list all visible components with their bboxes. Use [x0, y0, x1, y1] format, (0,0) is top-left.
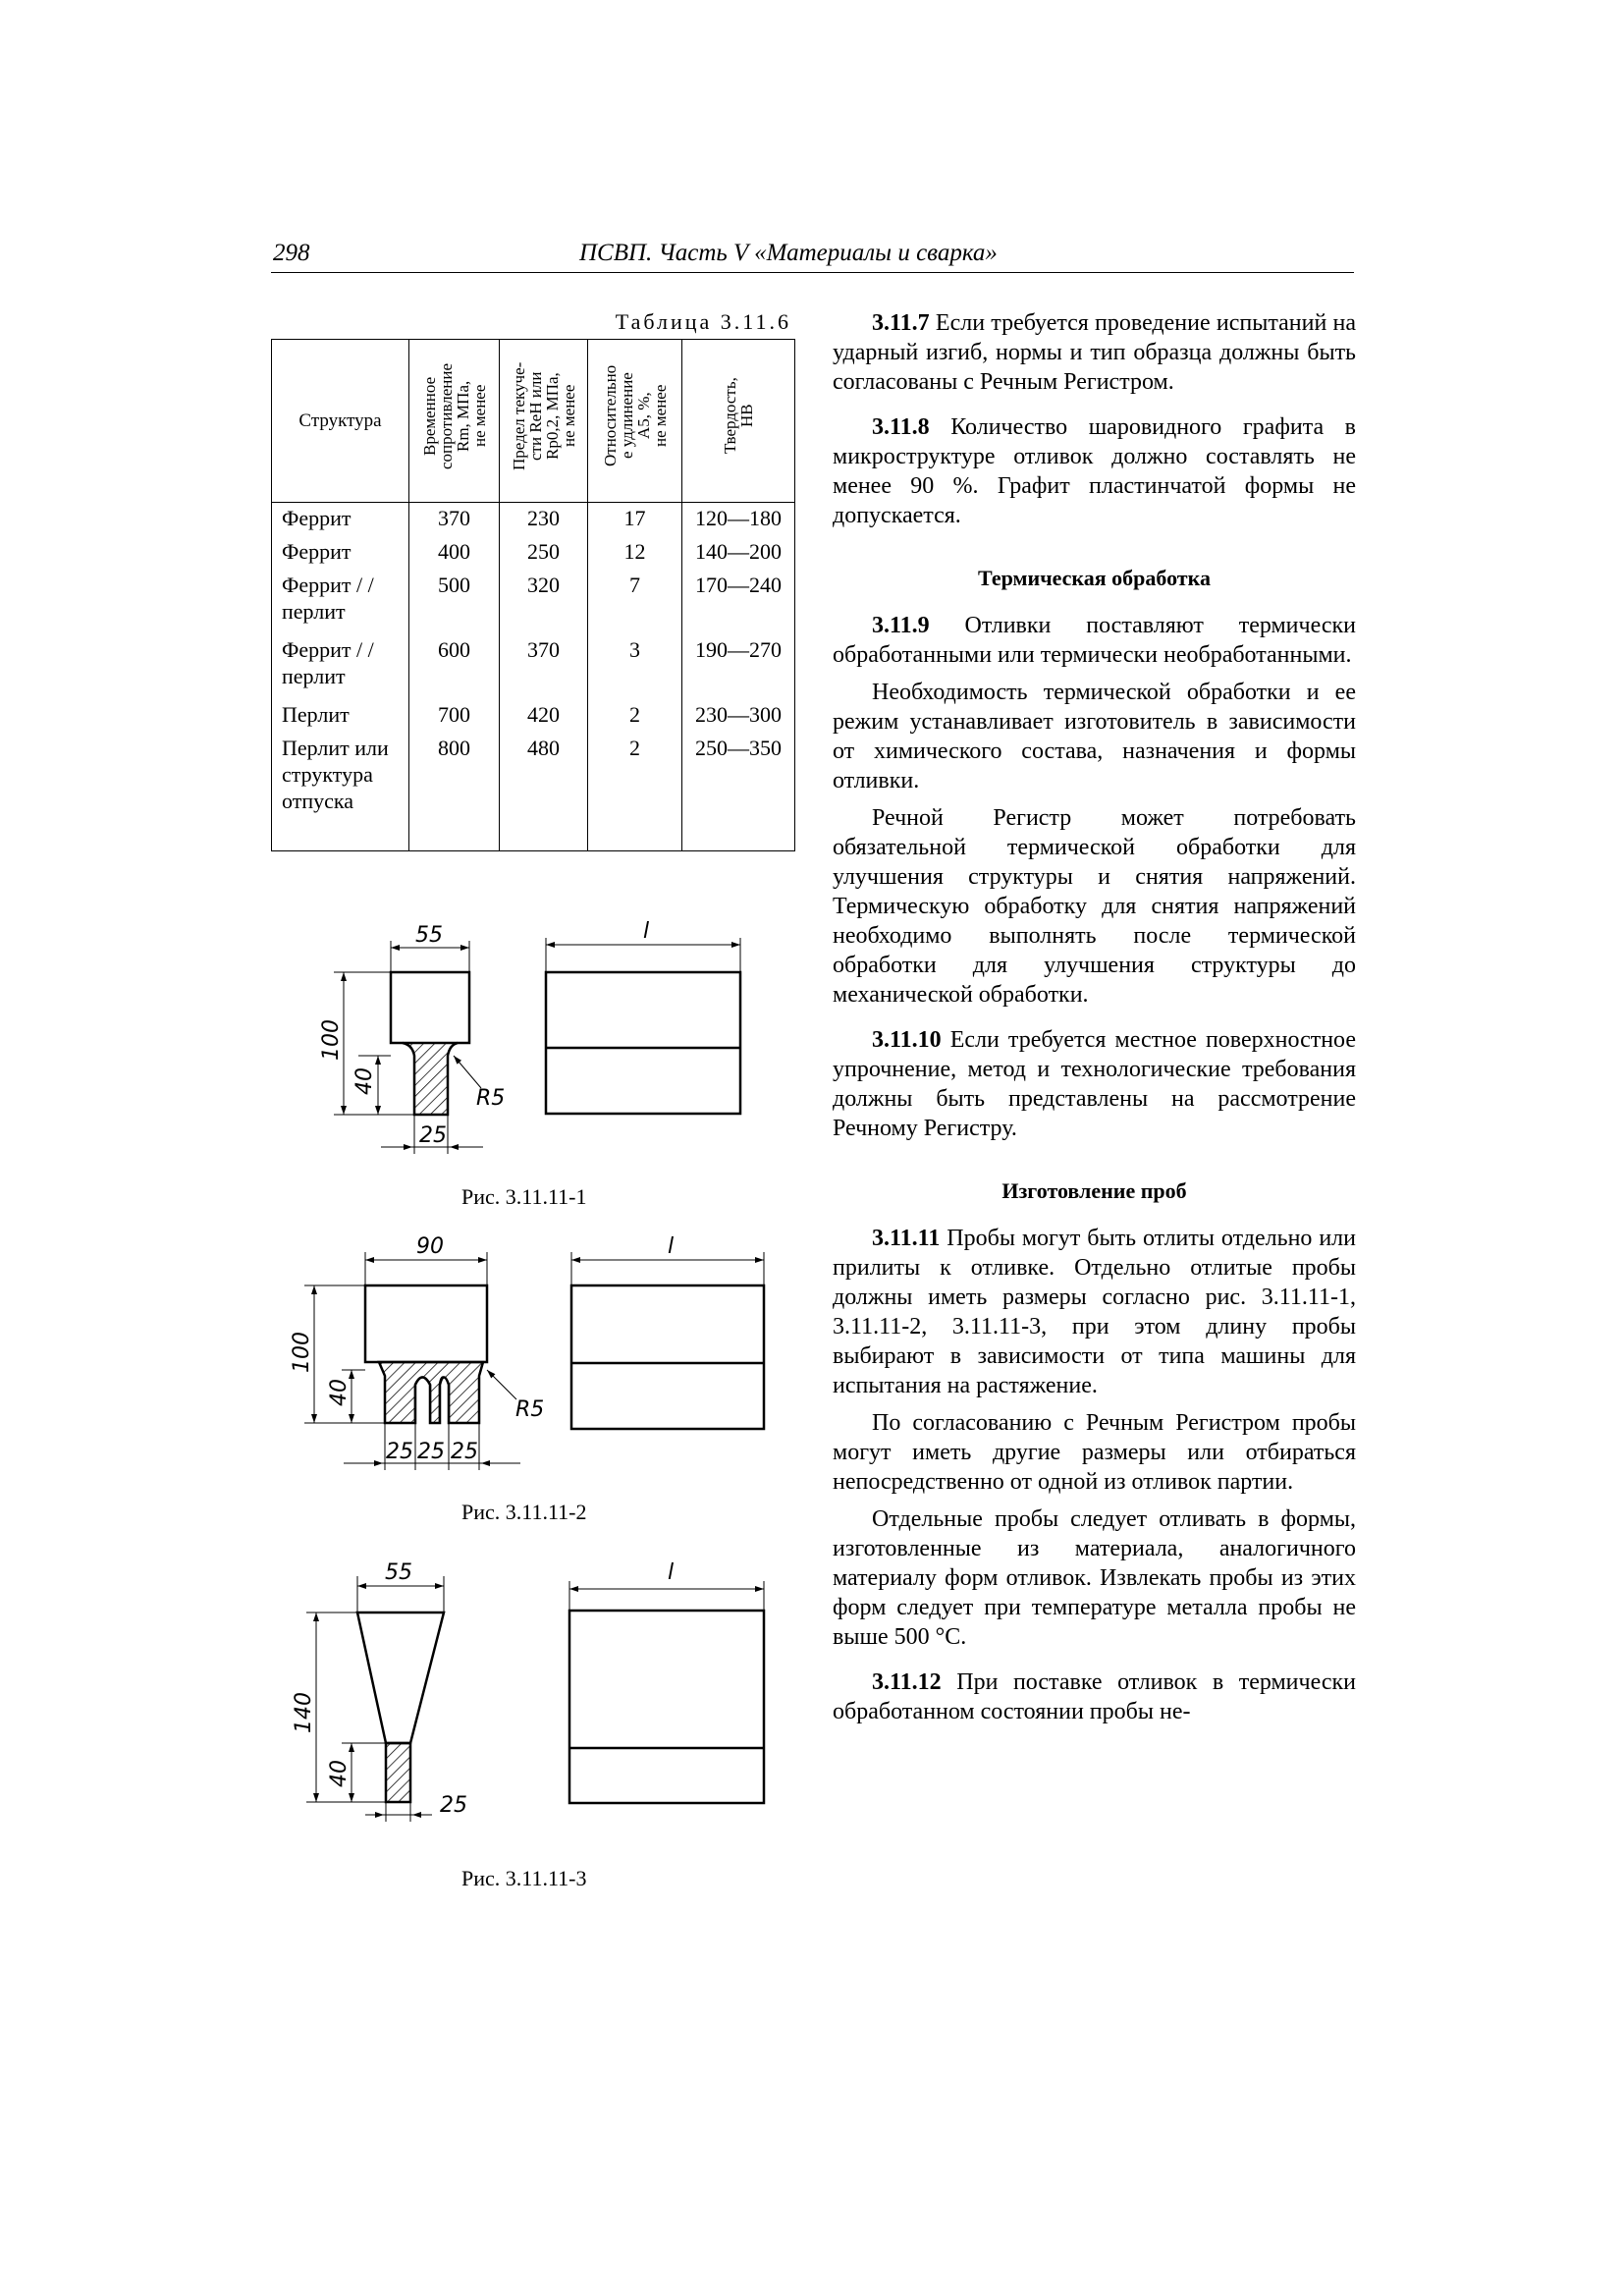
paragraph-3-11-9-c: Речной Регистр может потребовать обязательной термической обработки для улучшения структуры и снятия напряжений. Термическую обработку для снятия напряжений необходимо выполнять после термической обработки для улучшения структуры до механической обработки.	[833, 805, 1356, 1008]
figure-2	[290, 1234, 764, 1470]
table-row: Феррит 370 230 17 120—180	[272, 503, 795, 537]
fig2-caption: Рис. 3.11.11-2	[461, 1500, 587, 1524]
paragraph-3-11-11-c: Отдельные пробы следует отливать в формы, изготовленные из материала, аналогичного материалу форм отливок. Извлекать пробы из этих форм следует при температуре металла пробы не выше 500 °С.	[833, 1506, 1356, 1650]
fig2-radius: R5	[515, 1397, 545, 1422]
fig2-dim-bottom-2: 25	[417, 1440, 445, 1464]
figure-3	[292, 1560, 764, 1822]
fig2-dim-height: 100	[290, 1332, 314, 1373]
fig1-dim-bottom: 25	[419, 1123, 447, 1148]
fig2-dim-bottom-1: 25	[386, 1440, 413, 1464]
fig2-dim-top: 90	[416, 1234, 444, 1259]
fig1-radius: R5	[476, 1086, 506, 1111]
fig2-dim-bottom-3: 25	[451, 1440, 478, 1464]
header-elongation: Относительно е удлинение A5, %, не менее	[588, 340, 682, 503]
figure-1	[319, 919, 740, 1154]
header-reh: Предел текуче- сти ReH или Rp0,2, МПа, не менее	[500, 340, 588, 503]
paragraph-3-11-11: 3.11.11 Пробы могут быть отлиты отдельно или прилиты к отливке. Отдельно отлитые пробы должны иметь размеры согласно рис. 3.11.11-1, 3.11.11-2, 3.11.11-3, при этом длину пробы выбирают в зависимости от типа машины для испытания на растяжение.	[833, 1226, 1356, 1398]
paragraph-3-11-11-b: По согласованию с Речным Регистром пробы могут иметь другие размеры или отбираться непосредственно от одной из отливок партии.	[833, 1410, 1356, 1495]
fig3-dim-leg: 40	[327, 1760, 352, 1787]
table-row: Феррит / / перлит 500 320 7 170—240	[272, 570, 795, 634]
fig2-length: l	[668, 1234, 675, 1259]
fig3-dim-height: 140	[292, 1692, 316, 1733]
right-column	[833, 308, 1356, 1726]
header-rm: Временное сопротивление Rm, МПа, не менее	[409, 340, 500, 503]
paragraph-3-11-10: 3.11.10 Если требуется местное поверхностное упрочнение, метод и технологические требования должны быть представлены на рассмотрение Речному Регистру.	[833, 1027, 1356, 1141]
paragraph-3-11-9: 3.11.9 Отливки поставляют термически обработанными или термически необработанными.	[833, 613, 1356, 668]
fig1-dim-height: 100	[319, 1019, 344, 1061]
table-caption: Таблица 3.11.6	[615, 309, 791, 334]
fig1-dim-top: 55	[415, 923, 443, 948]
table-row: Перлит 700 420 2 230—300	[272, 699, 795, 733]
running-title: ПСВП. Часть V «Материалы и сварка»	[579, 240, 998, 266]
header-hardness: Твердость, НВ	[682, 340, 795, 503]
fig2-dim-leg: 40	[327, 1379, 352, 1406]
fig3-dim-top: 55	[385, 1560, 412, 1585]
section-heading-samples: Изготовление проб	[1001, 1178, 1187, 1203]
fig1-caption: Рис. 3.11.11-1	[461, 1184, 587, 1209]
paragraph-3-11-7: 3.11.7 Если требуется проведение испытаний на ударный изгиб, нормы и тип образца должны быть согласованы с Речным Регистром.	[833, 310, 1357, 395]
fig3-caption: Рис. 3.11.11-3	[461, 1866, 587, 1890]
section-heading-heat-treatment: Термическая обработка	[978, 566, 1211, 590]
table-row: Перлит или структура отпуска 800 480 2 250—350	[272, 733, 795, 851]
paragraph-3-11-9-b: Необходимость термической обработки и ее режим устанавливает изготовитель в зависимости от химического состава, назначения и формы отливки.	[833, 680, 1356, 793]
table-row: Феррит / / перлит 600 370 3 190—270	[272, 634, 795, 699]
fig3-dim-bottom: 25	[440, 1793, 467, 1818]
table-row: Феррит 400 250 12 140—200	[272, 536, 795, 570]
fig1-length: l	[643, 919, 650, 944]
paragraph-3-11-12: 3.11.12 При поставке отливок в термически обработанном состоянии пробы не-	[833, 1669, 1356, 1724]
fig1-dim-leg: 40	[352, 1067, 377, 1095]
paragraph-3-11-8: 3.11.8 Количество шаровидного графита в микроструктуре отливок должно составлять не менее 90 %. Графит пластинчатой формы не допускается.	[833, 414, 1356, 528]
figures-drawing	[0, 0, 805, 1964]
header-structure: Структура	[272, 340, 409, 503]
page-number: 298	[273, 240, 310, 266]
fig3-length: l	[668, 1560, 675, 1585]
